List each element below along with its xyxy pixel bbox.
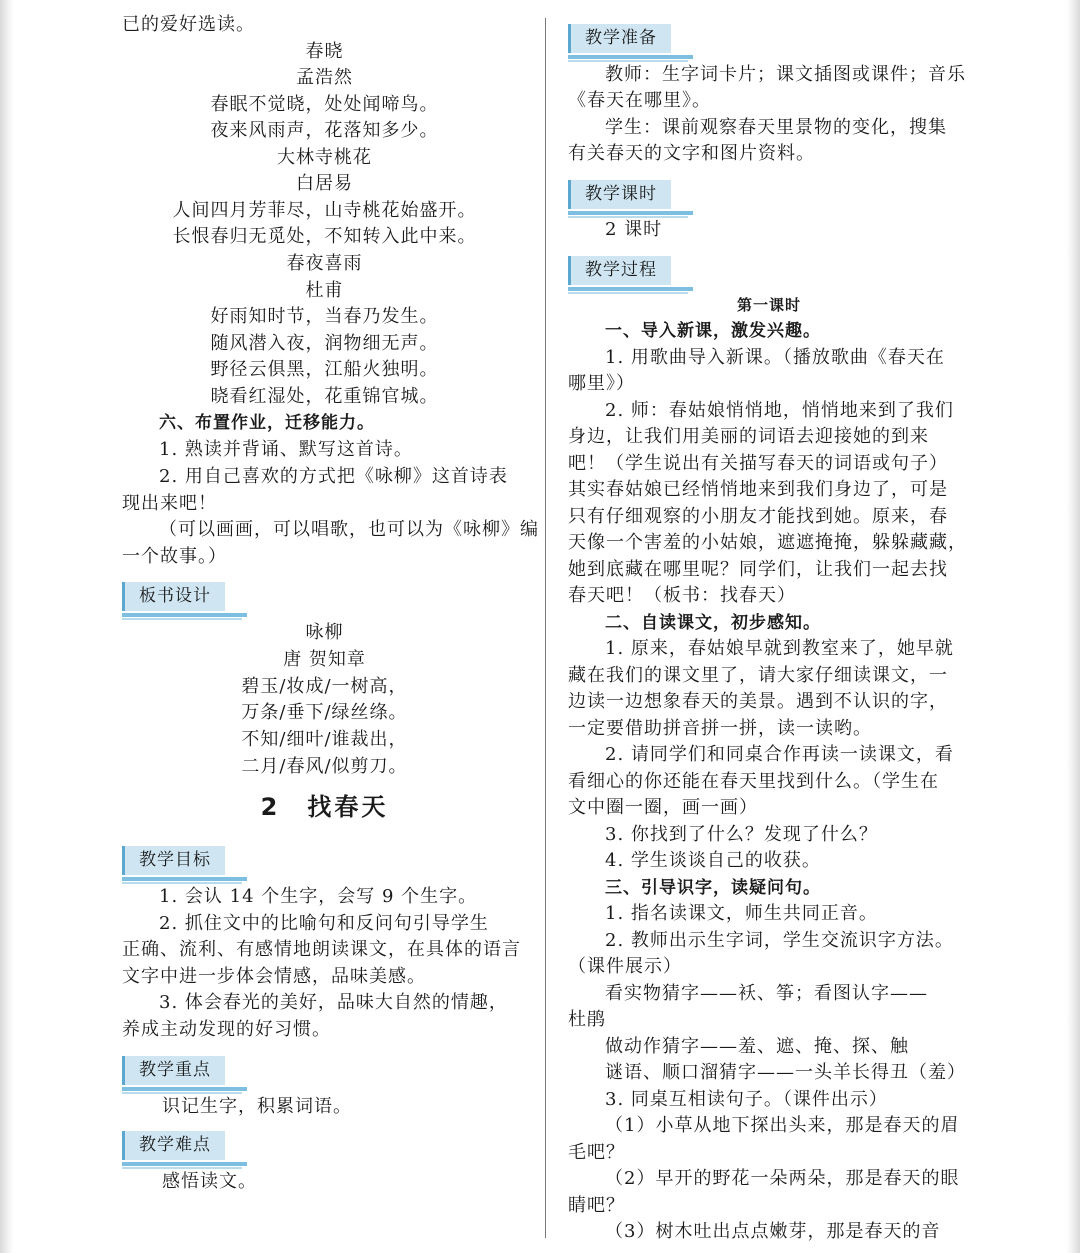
process-line: 4. 学生谈谈自己的收获。 <box>605 850 821 871</box>
process-line: 文中圈一圈，画一画） <box>568 797 758 818</box>
process-line: 谜语、顺口溜猜字——一头羊长得丑（羞） <box>605 1062 966 1083</box>
section-underline <box>568 287 693 291</box>
board-line: 碧玉/妆成/一树高， <box>241 676 408 697</box>
process-heading: 一、导入新课，激发兴趣。 <box>605 321 821 341</box>
teaching-goals-header <box>122 846 252 884</box>
homework-item: 现出来吧！ <box>122 493 217 514</box>
section-tab-label: 板书设计 <box>122 582 225 611</box>
teaching-process-header <box>568 256 698 294</box>
section-tab-label: 教学目标 <box>122 846 225 875</box>
lesson-title: 2 找春天 <box>260 793 389 821</box>
section-underline <box>568 211 693 215</box>
section-underline <box>122 613 247 617</box>
page-edge-right <box>1066 0 1080 1253</box>
goal-item: 文字中进一步体会情感，品味美感。 <box>122 966 426 987</box>
prep-text: 学生：课前观察春天里景物的变化，搜集 <box>605 117 947 138</box>
homework-item: （可以画画，可以唱歌，也可以为《咏柳》编 <box>159 519 539 540</box>
poem-line: 人间四月芳菲尽，山寺桃花始盛开。 <box>172 200 477 221</box>
goal-item: 1. 会认 14 个生字，会写 9 个生字。 <box>159 886 478 907</box>
board-design-header <box>122 582 252 620</box>
section-tab-label: 教学重点 <box>122 1056 225 1085</box>
goal-item: 正确、流利、有感情地朗读课文，在具体的语言 <box>122 939 521 960</box>
board-line: 不知/细叶/谁裁出， <box>241 729 408 750</box>
column-divider <box>545 18 546 1238</box>
goal-item: 3. 体会春光的美好，品味大自然的情趣， <box>159 992 508 1013</box>
process-line: 做动作猜字——羞、遮、掩、探、触 <box>605 1036 909 1057</box>
section-underline <box>122 877 247 881</box>
board-line: 万条/垂下/绿丝绦。 <box>241 702 408 723</box>
section-tab-label: 教学过程 <box>568 256 671 285</box>
process-line: 2. 教师出示生字词，学生交流识字方法。 <box>605 930 954 951</box>
board-line: 咏柳 <box>305 622 344 643</box>
section-tab-label: 教学课时 <box>568 180 671 209</box>
teaching-focus-header <box>122 1056 252 1094</box>
poem-line: 晓看红湿处，花重锦官城。 <box>210 386 439 407</box>
process-line: 天像一个害羞的小姑娘，遮遮掩掩，躲躲藏藏， <box>568 532 967 553</box>
poem-author: 杜甫 <box>305 280 344 301</box>
process-heading: 三、引导识字，读疑问句。 <box>605 878 821 898</box>
process-line: 边读一边想象春天的美景。遇到不认识的字， <box>568 691 948 712</box>
process-line: 2. 请同学们和同桌合作再读一读课文，看 <box>605 744 954 765</box>
board-line: 唐 贺知章 <box>283 649 366 670</box>
poem-author: 白居易 <box>296 173 353 194</box>
section-underline <box>122 1087 247 1091</box>
teaching-prep-header <box>568 24 698 62</box>
homework-item: 2. 用自己喜欢的方式把《咏柳》这首诗表 <box>159 466 508 487</box>
poem-line: 随风潜入夜，润物细无声。 <box>210 333 439 354</box>
process-line: （课件展示） <box>568 956 682 977</box>
teaching-difficulty-header <box>122 1131 252 1169</box>
continued-text: 已的爱好选读。 <box>122 14 255 35</box>
poem-title: 春晓 <box>305 41 344 62</box>
process-line: 只有仔细观察的小朋友才能找到她。原来，春 <box>568 506 948 527</box>
goal-item: 养成主动发现的好习惯。 <box>122 1019 331 1040</box>
process-line: 春天吧！（板书：找春天） <box>568 585 796 606</box>
prep-text: 教师：生字词卡片；课文插图或课件；音乐 <box>605 64 966 85</box>
process-line: 一定要借助拼音拼一拼，读一读哟。 <box>568 718 872 739</box>
process-line: 3. 同桌互相读句子。（课件出示） <box>605 1089 888 1110</box>
process-heading: 二、自读课文，初步感知。 <box>605 613 821 633</box>
process-line: 1. 原来，春姑娘早就到教室来了，她早就 <box>605 638 954 659</box>
class-hours-header <box>568 180 698 218</box>
process-line: 1. 用歌曲导入新课。（播放歌曲《春天在 <box>605 347 945 368</box>
lesson-subheading: 第一课时 <box>736 296 801 314</box>
process-line: 藏在我们的课文里了，请大家仔细读课文，一 <box>568 665 948 686</box>
section-underline <box>122 1162 247 1166</box>
poem-author: 孟浩然 <box>296 67 353 88</box>
process-line: 她到底藏在哪里呢？同学们，让我们一起去找 <box>568 559 948 580</box>
board-line: 二月/春风/似剪刀。 <box>241 756 408 777</box>
process-line: 哪里》） <box>568 373 635 394</box>
homework-item: 一个故事。） <box>122 546 227 567</box>
process-line: 其实春姑娘已经悄悄地来到我们身边了，可是 <box>568 479 948 500</box>
difficulty-text: 感悟读文。 <box>162 1171 257 1192</box>
poem-line: 春眠不觉晓，处处闻啼鸟。 <box>210 94 439 115</box>
prep-text: 《春天在哪里》。 <box>568 90 711 111</box>
process-line: （2）早开的野花一朵两朵，那是春天的眼 <box>605 1168 960 1189</box>
poem-title: 大林寺桃花 <box>277 147 372 168</box>
prep-text: 有关春天的文字和图片资料。 <box>568 143 815 164</box>
poem-line: 长恨春归无觅处，不知转入此中来。 <box>172 226 477 247</box>
process-line: （3）树木吐出点点嫩芽，那是春天的音 <box>605 1221 941 1242</box>
focus-text: 识记生字，积累词语。 <box>162 1096 352 1117</box>
poem-title: 春夜喜雨 <box>286 253 363 274</box>
section-tab-label: 教学难点 <box>122 1131 225 1160</box>
section-tab-label: 教学准备 <box>568 24 671 53</box>
page-edge-left <box>0 0 14 1253</box>
poem-line: 夜来风雨声，花落知多少。 <box>210 120 439 141</box>
goal-item: 2. 抓住文中的比喻句和反问句引导学生 <box>159 913 489 934</box>
homework-item: 1. 熟读并背诵、默写这首诗。 <box>159 439 413 460</box>
process-line: 看细心的你还能在春天里找到什么。（学生在 <box>568 771 939 792</box>
process-line: （1）小草从地下探出头来，那是春天的眉 <box>605 1115 960 1136</box>
homework-heading: 六、布置作业，迁移能力。 <box>159 413 375 433</box>
process-line: 看实物猜字——袄、筝；看图认字—— <box>605 983 928 1004</box>
poem-line: 好雨知时节，当春乃发生。 <box>210 306 439 327</box>
process-line: 2. 师：春姑娘悄悄地，悄悄地来到了我们 <box>605 400 954 421</box>
process-line: 身边，让我们用美丽的词语去迎接她的到来 <box>568 426 929 447</box>
section-underline <box>568 55 693 59</box>
process-line: 吧！（学生说出有关描写春天的词语或句子） <box>568 453 948 474</box>
process-line: 睛吧？ <box>568 1195 625 1216</box>
process-line: 3. 你找到了什么？发现了什么？ <box>605 824 878 845</box>
class-hours-text: 2 课时 <box>605 219 663 240</box>
process-line: 毛吧？ <box>568 1142 625 1163</box>
process-line: 杜鹃 <box>568 1009 606 1030</box>
process-line: 1. 指名读课文，师生共同正音。 <box>605 903 878 924</box>
poem-line: 野径云俱黑，江船火独明。 <box>210 359 439 380</box>
